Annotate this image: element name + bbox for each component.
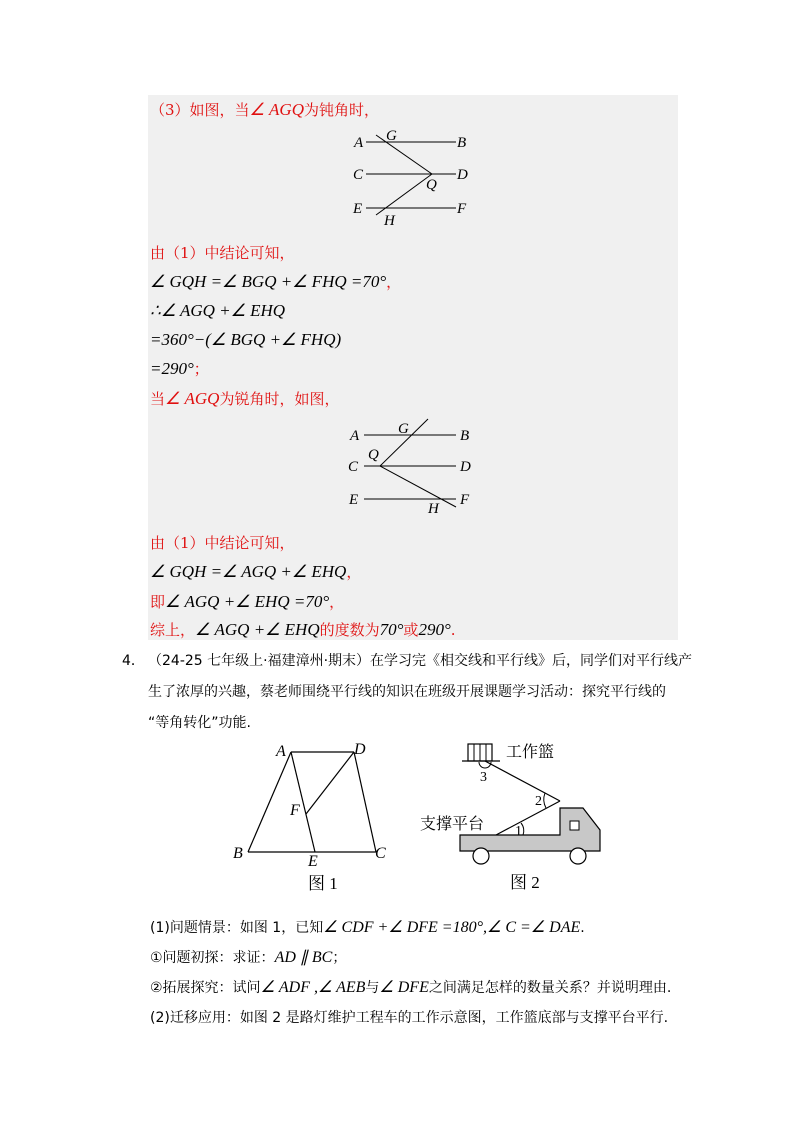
angle-math: ∠ AGQ <box>165 389 220 408</box>
figure-acute-case <box>340 413 480 521</box>
from-conclusion-2: 由（1）中结论可知， <box>150 534 295 552</box>
angle-3-label: 3 <box>480 770 487 785</box>
label-h: H <box>428 501 439 517</box>
question-number: 4． <box>122 653 145 669</box>
intro-text: 为锐角时，如图， <box>219 390 340 408</box>
part-text: 之间满足怎样的数量关系？并说明理由. <box>428 980 672 996</box>
equation-2 <box>150 301 285 321</box>
label-e: E <box>349 492 359 508</box>
label-a: A <box>354 135 364 151</box>
label-g: G <box>398 421 409 437</box>
eq-math: ∠ GQH =∠ AGQ +∠ EHQ <box>150 562 347 581</box>
summary-text: 的度数为 <box>319 621 380 639</box>
question-line-3: “等角转化”功能. <box>148 715 251 731</box>
intro-text: 为钝角时， <box>303 101 379 119</box>
figure-2-truck <box>418 735 618 897</box>
truck-window <box>570 821 579 830</box>
basket-label: 工作篮 <box>506 744 555 761</box>
angle-math: ∠ AGQ <box>249 100 304 119</box>
label-h: H <box>384 213 395 228</box>
part-text: ②拓展探究：试问 <box>150 980 261 996</box>
equation-1 <box>150 272 401 292</box>
summary-value: 290° <box>418 620 451 639</box>
angle-2-label: 2 <box>535 794 542 809</box>
equation-6 <box>150 592 344 612</box>
case-acute-intro <box>150 389 339 409</box>
intro-text: （3）如图，当 <box>150 101 250 119</box>
intro-text: 当 <box>150 390 166 408</box>
wheel-icon <box>570 848 586 864</box>
part-math: ∠ ADF ,∠ AEB <box>260 979 366 996</box>
angle-1-label: 1 <box>515 824 522 839</box>
label-c: C <box>348 459 359 475</box>
eq-math: =360°−(∠ BGQ +∠ FHQ) <box>150 330 342 349</box>
figure-obtuse-case <box>340 128 480 228</box>
label-b: B <box>457 135 467 151</box>
label-d: D <box>457 167 468 183</box>
question-line-1: （24-25 七年级上·福建漳州·期末）在学习完《相交线和平行线》后，同学们对平行线产 <box>148 653 693 669</box>
part-text: ①问题初探：求证： <box>150 950 275 966</box>
platform-label: 支撑平台 <box>420 816 485 833</box>
part-punct: ； <box>332 950 347 966</box>
label-e: E <box>353 201 363 217</box>
equation-4 <box>150 359 209 379</box>
label-c: C <box>353 167 364 183</box>
eq-punct: ， <box>346 563 362 581</box>
eq-prefix: 即 <box>150 593 166 611</box>
summary-line <box>150 620 456 640</box>
summary-math: ∠ AGQ +∠ EHQ <box>195 620 320 639</box>
label-e: E <box>308 853 318 870</box>
eq-punct: ； <box>193 360 209 378</box>
part-math: ∠ DFE <box>379 979 429 996</box>
wheel-icon <box>473 848 489 864</box>
label-g: G <box>386 128 397 144</box>
question-line-2: 生了浓厚的兴趣，蔡老师围绕平行线的知识在班级开展课题学习活动：探究平行线的 <box>148 684 666 700</box>
label-q: Q <box>368 447 379 463</box>
figure-1-caption: 图 1 <box>308 874 338 893</box>
label-b: B <box>460 428 470 444</box>
label-f: F <box>290 802 300 819</box>
eq-math: ∠ AGQ +∠ EHQ =70° <box>165 592 330 611</box>
part-1-sub-1 <box>150 948 346 968</box>
label-d: D <box>354 741 366 758</box>
part-text: (1)问题情景：如图 1，已知 <box>150 920 324 936</box>
equation-5 <box>150 562 361 582</box>
part-2: (2)迁移应用：如图 2 是路灯维护工程车的工作示意图，工作篮底部与支撑平台平行. <box>150 1010 669 1026</box>
label-f: F <box>457 201 467 217</box>
equation-3 <box>150 330 341 350</box>
label-f: F <box>460 492 470 508</box>
part-punct: . <box>580 920 585 936</box>
label-a: A <box>276 743 286 760</box>
summary-punct: . <box>450 621 456 639</box>
label-d: D <box>460 459 471 475</box>
part-1-sub-2 <box>150 978 671 998</box>
label-a: A <box>350 428 360 444</box>
eq-math: ∠ GQH =∠ BGQ +∠ FHQ =70° <box>150 272 387 291</box>
figure-2-caption: 图 2 <box>510 873 540 892</box>
case3-intro <box>150 100 379 120</box>
label-c: C <box>375 845 386 862</box>
eq-punct: ， <box>329 593 345 611</box>
part-math: AD ∥ BC <box>274 949 333 966</box>
part-1 <box>150 918 585 938</box>
summary-text: 或 <box>403 621 419 639</box>
part-text: 与 <box>365 980 380 996</box>
figure-1-trapezoid <box>228 738 398 898</box>
summary-value: 70° <box>379 620 404 639</box>
from-conclusion-1: 由（1）中结论可知， <box>150 244 295 262</box>
label-q: Q <box>426 177 437 193</box>
eq-math: ∴∠ AGQ +∠ EHQ <box>150 301 286 320</box>
eq-punct: ， <box>386 273 402 291</box>
label-b: B <box>233 845 243 862</box>
part-math: ∠ CDF +∠ DFE =180°,∠ C =∠ DAE <box>323 919 581 936</box>
summary-prefix: 综上， <box>150 621 196 639</box>
eq-math: =290° <box>150 359 194 378</box>
